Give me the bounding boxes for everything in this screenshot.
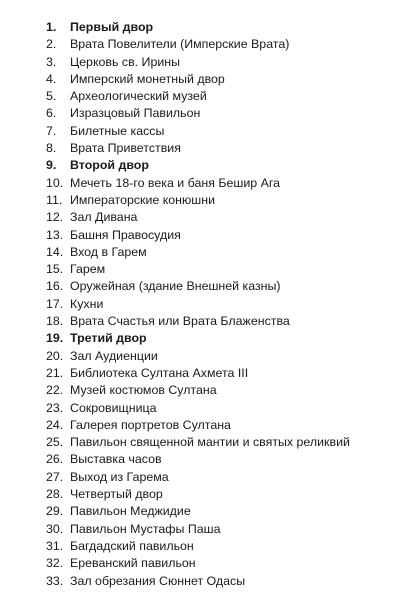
list-item-label: Церковь св. Ирины xyxy=(70,54,181,69)
list-item-label: Выход из Гарема xyxy=(70,469,169,484)
list-item-number: 13. xyxy=(46,227,64,242)
list-item-label: Зал Дивана xyxy=(70,210,138,225)
list-item xyxy=(46,348,350,365)
list-item xyxy=(46,296,350,313)
list-item-number: 7. xyxy=(46,123,57,138)
list-item-number: 12. xyxy=(46,210,64,225)
list-item-number: 26. xyxy=(46,452,64,467)
list-item-label: Музей костюмов Султана xyxy=(70,383,217,398)
list-item-label: Врата Счастья или Врата Блаженства xyxy=(70,314,290,329)
list-item-label: Билетные кассы xyxy=(70,123,165,138)
list-item-number: 16. xyxy=(46,279,64,294)
list-item-label: Третий двор xyxy=(70,331,147,346)
section-heading xyxy=(46,157,350,174)
list-item-number: 28. xyxy=(46,487,64,502)
list-item-label: Первый двор xyxy=(70,20,154,34)
list-item-label: Императорские конюшни xyxy=(70,192,216,207)
list-item xyxy=(46,538,350,555)
list-item-number: 32. xyxy=(46,556,64,571)
list-item-number: 9. xyxy=(46,158,57,173)
list-item xyxy=(46,503,350,520)
list-item-number: 30. xyxy=(46,521,64,536)
list-item-number: 22. xyxy=(46,383,64,398)
list-item-number: 33. xyxy=(46,573,64,588)
list-item-label: Гарем xyxy=(70,262,106,277)
list-item-label: Сокровищница xyxy=(70,400,157,415)
list-item-label: Зал обрезания Сюннет Одасы xyxy=(70,573,246,588)
list-item xyxy=(46,434,350,451)
section-heading xyxy=(46,19,350,36)
list-item xyxy=(46,400,350,417)
list-item-number: 10. xyxy=(46,175,64,190)
list-item xyxy=(46,36,350,53)
list-item xyxy=(46,227,350,244)
list-item xyxy=(46,451,350,468)
list-item xyxy=(46,313,350,330)
list-item-label: Галерея портретов Султана xyxy=(70,417,231,432)
list-item xyxy=(46,382,350,399)
list-item-number: 25. xyxy=(46,435,64,450)
numbered-list xyxy=(46,19,350,590)
list-item xyxy=(46,123,350,140)
list-item-label: Выставка часов xyxy=(70,452,162,467)
list-item-label: Багдадский павильон xyxy=(70,538,194,553)
list-item-label: Павильон Мустафы Паша xyxy=(70,521,221,536)
list-item-label: Врата Повелители (Имперские Врата) xyxy=(70,37,290,52)
list-item-label: Четвертый двор xyxy=(70,487,163,502)
list-item xyxy=(46,261,350,278)
list-item xyxy=(46,521,350,538)
list-item xyxy=(46,88,350,105)
list-item xyxy=(46,555,350,572)
list-item-label: Изразцовый Павильон xyxy=(70,106,201,121)
list-item-label: Вход в Гарем xyxy=(70,244,147,259)
list-item xyxy=(46,244,350,261)
list-item-number: 24. xyxy=(46,417,64,432)
list-item-number: 11. xyxy=(46,192,63,207)
list-item xyxy=(46,71,350,88)
list-item-number: 29. xyxy=(46,504,64,519)
list-item-label: Павильон священной мантии и святых реликвий xyxy=(70,435,350,450)
list-item-number: 19. xyxy=(46,331,64,346)
list-item-label: Имперский монетный двор xyxy=(70,71,225,86)
list-item xyxy=(46,417,350,434)
list-item xyxy=(46,469,350,486)
list-item-number: 3. xyxy=(46,54,57,69)
list-item xyxy=(46,573,350,590)
list-item-number: 8. xyxy=(46,141,57,156)
list-item-number: 2. xyxy=(46,37,57,52)
list-item-label: Мечеть 18-го века и баня Бешир Ага xyxy=(70,175,280,190)
list-item xyxy=(46,105,350,122)
list-item-number: 31. xyxy=(46,538,64,553)
list-item-label: Зал Аудиенции xyxy=(70,348,158,363)
list-item xyxy=(46,54,350,71)
list-item-number: 18. xyxy=(46,314,64,329)
list-item-number: 21. xyxy=(46,365,64,380)
list-item-number: 1. xyxy=(46,20,57,34)
list-item-number: 6. xyxy=(46,106,57,121)
list-item-label: Башня Правосудия xyxy=(70,227,181,242)
list-item xyxy=(46,486,350,503)
list-item-number: 17. xyxy=(46,296,64,311)
list-item-label: Ереванский павильон xyxy=(70,556,196,571)
section-heading xyxy=(46,330,350,347)
list-item-number: 20. xyxy=(46,348,64,363)
list-item-number: 14. xyxy=(46,244,64,259)
list-item-label: Врата Приветствия xyxy=(70,141,181,156)
list-item xyxy=(46,209,350,226)
list-item-number: 23. xyxy=(46,400,64,415)
list-item xyxy=(46,365,350,382)
list-item-label: Библиотека Султана Ахмета III xyxy=(70,365,249,380)
list-item xyxy=(46,278,350,295)
list-item xyxy=(46,140,350,157)
list-item xyxy=(46,175,350,192)
list-item-label: Второй двор xyxy=(70,158,149,173)
list-item-number: 5. xyxy=(46,89,57,104)
list-item-label: Кухни xyxy=(70,296,104,311)
list-item-label: Археологический музей xyxy=(70,89,207,104)
list-item-number: 4. xyxy=(46,71,57,86)
list-item xyxy=(46,192,350,209)
list-item-number: 27. xyxy=(46,469,64,484)
list-item-number: 15. xyxy=(46,262,64,277)
list-item-label: Оружейная (здание Внешней казны) xyxy=(70,279,281,294)
list-item-label: Павильон Меджидие xyxy=(70,504,191,519)
